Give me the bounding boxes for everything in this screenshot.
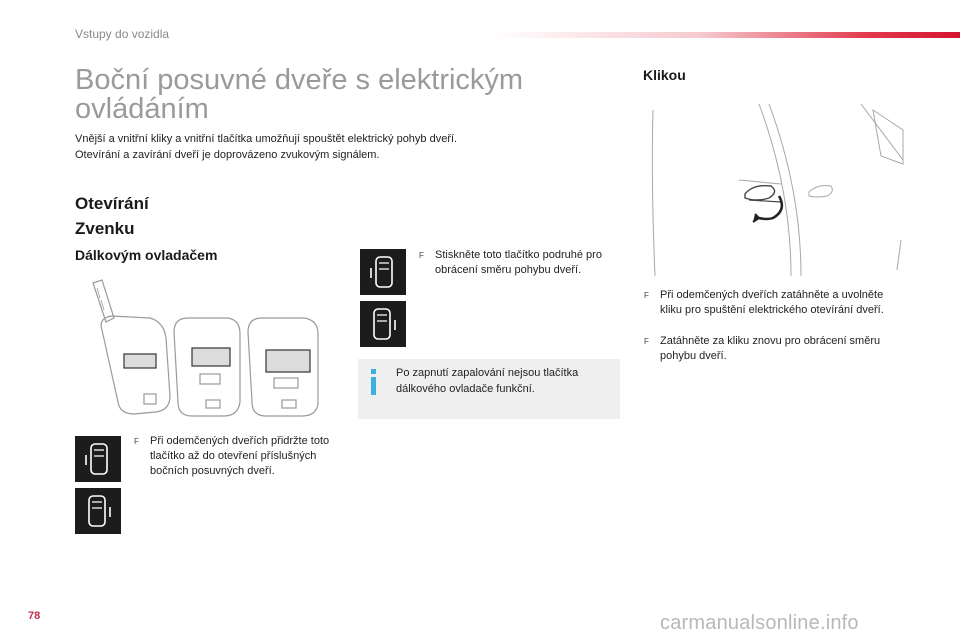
header-accent-line [490, 32, 960, 38]
bullet-marker: F [644, 291, 649, 300]
info-note [358, 359, 620, 419]
door-handle-illustration [641, 100, 905, 278]
page-number: 78 [28, 610, 41, 622]
heading-by-handle: Klikou [643, 67, 686, 83]
bullet-text: Zatáhněte za kliku znovu pro obrácení směru pohybu dveří. [660, 335, 881, 362]
watermark: carmanualsonline.info [660, 612, 859, 634]
heading-opening: Otevírání [75, 194, 149, 213]
remote-keys-illustration [88, 278, 338, 428]
bullet-text: Stiskněte toto tlačítko podruhé pro obrácení směru pohybu dveří. [435, 249, 602, 276]
remote-right-door-button-icon [75, 488, 121, 534]
intro-line: Otevírání a zavírání dveří je doprovázeno zvukovým signálem. [75, 149, 380, 161]
reverse-instruction [419, 248, 609, 278]
remote-left-door-button-icon [75, 436, 121, 482]
heading-remote-control: Dálkovým ovladačem [75, 247, 218, 263]
remote-instruction [134, 434, 344, 479]
reverse-left-door-button-icon [360, 249, 406, 295]
info-text: Po zapnutí zapalování nejsou tlačítka dálkového ovladače funkční. [396, 367, 579, 395]
handle-instruction [644, 288, 904, 318]
bullet-marker: F [134, 437, 139, 446]
handle-instruction [644, 334, 904, 364]
section-label: Vstupy do vozidla [75, 27, 170, 41]
reverse-right-door-button-icon [360, 301, 406, 347]
bullet-marker: F [644, 337, 649, 346]
heading-from-outside: Zvenku [75, 219, 135, 238]
page-title: Boční posuvné dveře s elektrickým ovládáním [75, 64, 524, 125]
info-icon [369, 367, 379, 397]
bullet-text: Při odemčených dveřích přidržte toto tlačítko až do otevření příslušných bočních posuvných dveří. [150, 435, 330, 477]
intro-line: Vnější a vnitřní kliky a vnitřní tlačítka umožňují spouštět elektrický pohyb dveří. [75, 133, 458, 145]
intro-text [75, 131, 545, 163]
bullet-text: Při odemčených dveřích zatáhněte a uvolněte kliku pro spuštění elektrického otevírání dveří. [660, 289, 884, 316]
bullet-marker: F [419, 251, 424, 260]
